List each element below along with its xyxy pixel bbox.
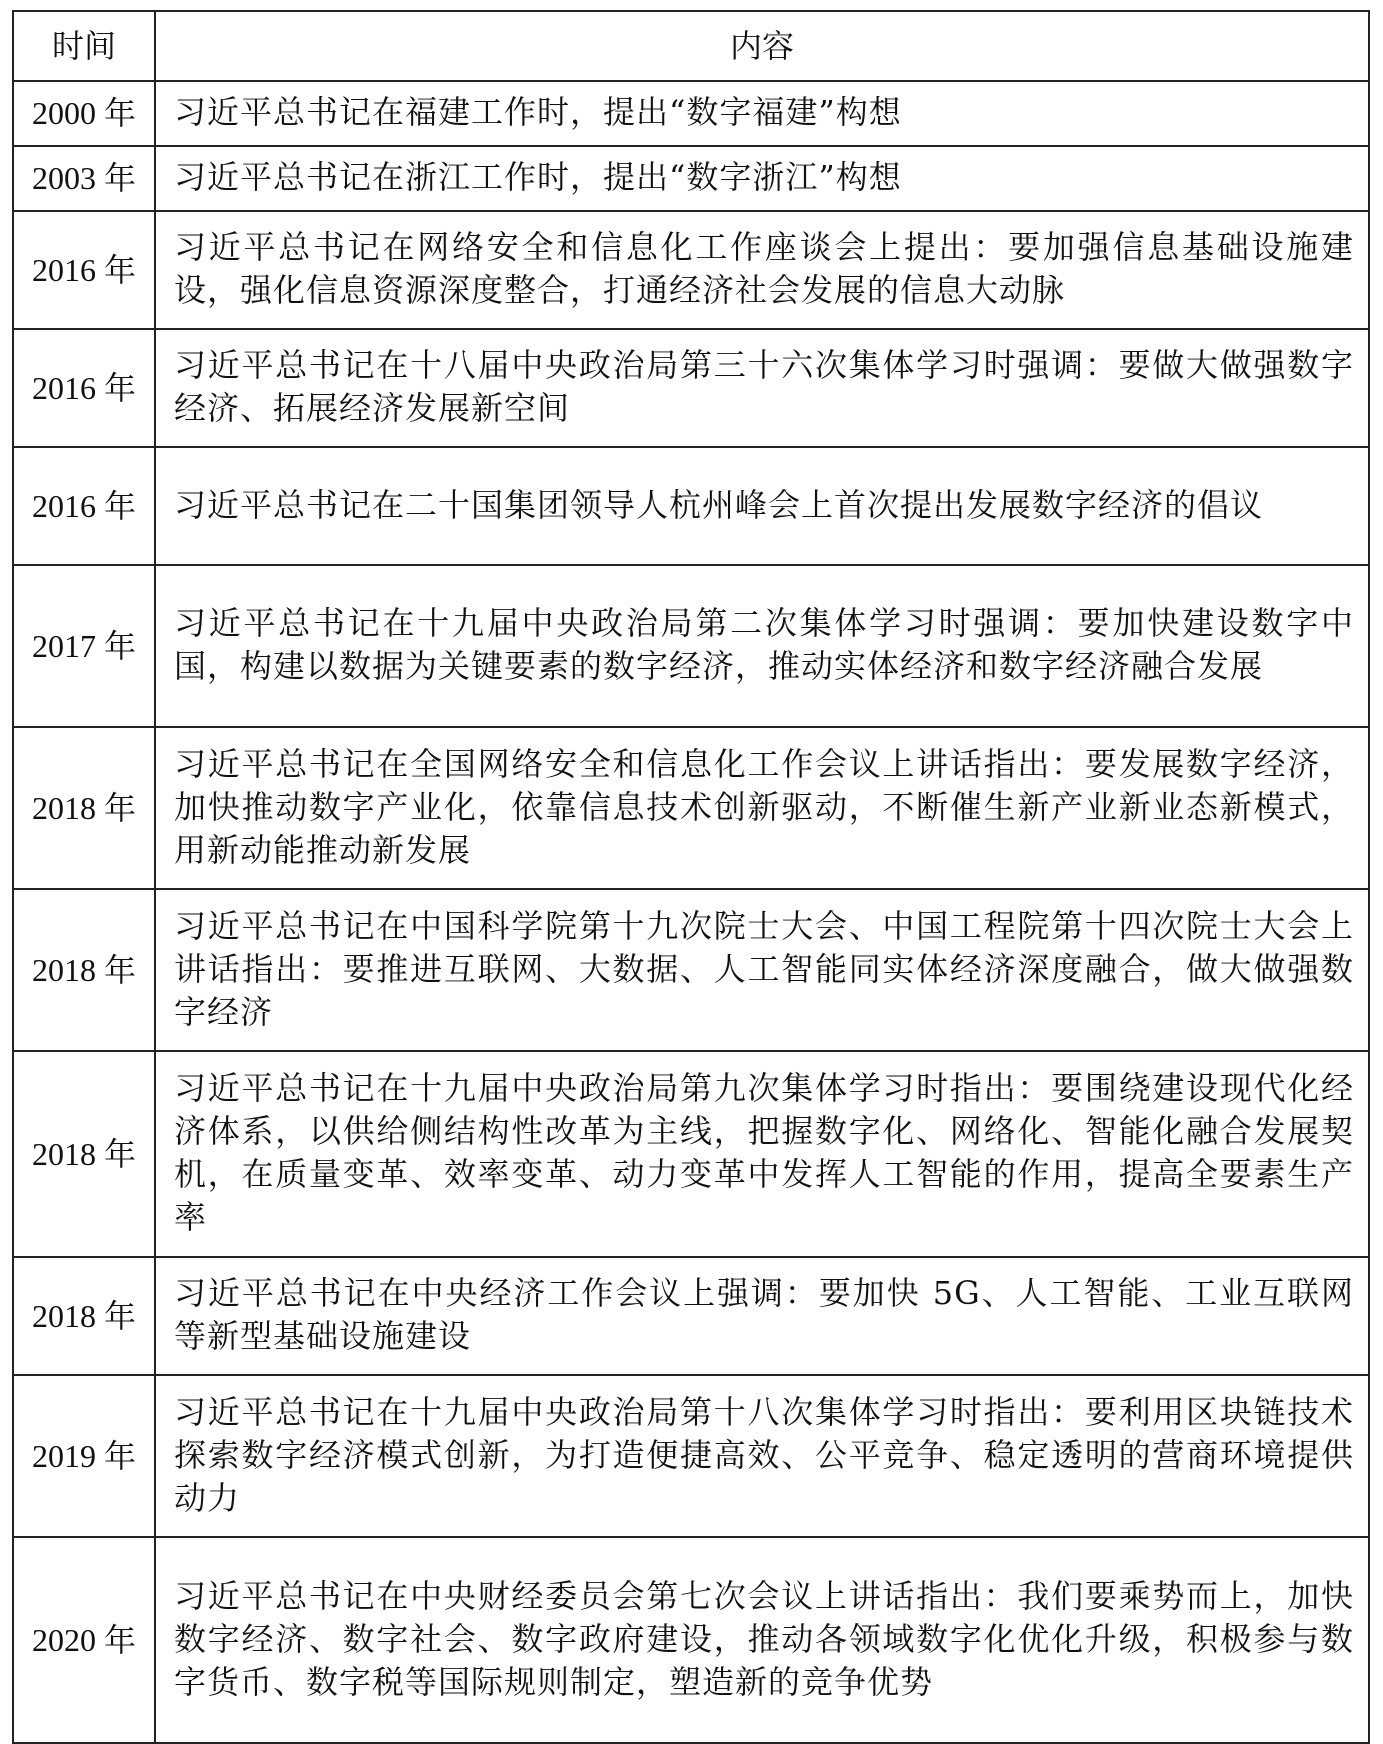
table-row xyxy=(13,1537,1369,1743)
content-cell: 习近平总书记在全国网络安全和信息化工作会议上讲话指出：要发展数字经济，加快推动数字产业化，依靠信息技术创新驱动，不断催生新产业新业态新模式，用新动能推动新发展 xyxy=(155,727,1369,889)
time-cell: 2018 年 xyxy=(13,1051,155,1257)
table-row xyxy=(13,211,1369,329)
content-cell: 习近平总书记在十九届中央政治局第九次集体学习时指出：要围绕建设现代化经济体系，以供给侧结构性改革为主线，把握数字化、网络化、智能化融合发展契机，在质量变革、效率变革、动力变革中发挥人工智能的作用，提高全要素生产率 xyxy=(155,1051,1369,1257)
timeline-table xyxy=(12,10,1370,1744)
table-row xyxy=(13,1375,1369,1537)
table-row xyxy=(13,1257,1369,1375)
content-cell: 习近平总书记在中国科学院第十九次院士大会、中国工程院第十四次院士大会上讲话指出：要推进互联网、大数据、人工智能同实体经济深度融合，做大做强数字经济 xyxy=(155,889,1369,1051)
time-cell: 2000 年 xyxy=(13,81,155,146)
header-time: 时间 xyxy=(13,11,155,81)
table-row xyxy=(13,447,1369,565)
time-cell: 2016 年 xyxy=(13,329,155,447)
time-cell: 2020 年 xyxy=(13,1537,155,1743)
time-cell: 2019 年 xyxy=(13,1375,155,1537)
table-row xyxy=(13,889,1369,1051)
content-cell: 习近平总书记在网络安全和信息化工作座谈会上提出：要加强信息基础设施建设，强化信息资源深度整合，打通经济社会发展的信息大动脉 xyxy=(155,211,1369,329)
content-cell: 习近平总书记在福建工作时，提出“数字福建”构想 xyxy=(155,81,1369,146)
content-cell: 习近平总书记在中央经济工作会议上强调：要加快 5G、人工智能、工业互联网等新型基础设施建设 xyxy=(155,1257,1369,1375)
table-row xyxy=(13,565,1369,727)
content-cell: 习近平总书记在中央财经委员会第七次会议上讲话指出：我们要乘势而上，加快数字经济、数字社会、数字政府建设，推动各领域数字化优化升级，积极参与数字货币、数字税等国际规则制定，塑造新的竞争优势 xyxy=(155,1537,1369,1743)
content-cell: 习近平总书记在十八届中央政治局第三十六次集体学习时强调：要做大做强数字经济、拓展经济发展新空间 xyxy=(155,329,1369,447)
table-body xyxy=(13,81,1369,1743)
content-cell: 习近平总书记在浙江工作时，提出“数字浙江”构想 xyxy=(155,146,1369,211)
content-cell: 习近平总书记在十九届中央政治局第十八次集体学习时指出：要利用区块链技术探索数字经济模式创新，为打造便捷高效、公平竞争、稳定透明的营商环境提供动力 xyxy=(155,1375,1369,1537)
time-cell: 2017 年 xyxy=(13,565,155,727)
content-cell: 习近平总书记在十九届中央政治局第二次集体学习时强调：要加快建设数字中国，构建以数据为关键要素的数字经济，推动实体经济和数字经济融合发展 xyxy=(155,565,1369,727)
time-cell: 2003 年 xyxy=(13,146,155,211)
time-cell: 2018 年 xyxy=(13,727,155,889)
table-row xyxy=(13,1051,1369,1257)
time-cell: 2016 年 xyxy=(13,447,155,565)
table-row xyxy=(13,146,1369,211)
header-row xyxy=(13,11,1369,81)
time-cell: 2018 年 xyxy=(13,1257,155,1375)
table-row xyxy=(13,81,1369,146)
content-cell: 习近平总书记在二十国集团领导人杭州峰会上首次提出发展数字经济的倡议 xyxy=(155,447,1369,565)
table-header xyxy=(13,11,1369,81)
time-cell: 2018 年 xyxy=(13,889,155,1051)
header-content: 内容 xyxy=(155,11,1369,81)
time-cell: 2016 年 xyxy=(13,211,155,329)
table-row xyxy=(13,727,1369,889)
table-row xyxy=(13,329,1369,447)
